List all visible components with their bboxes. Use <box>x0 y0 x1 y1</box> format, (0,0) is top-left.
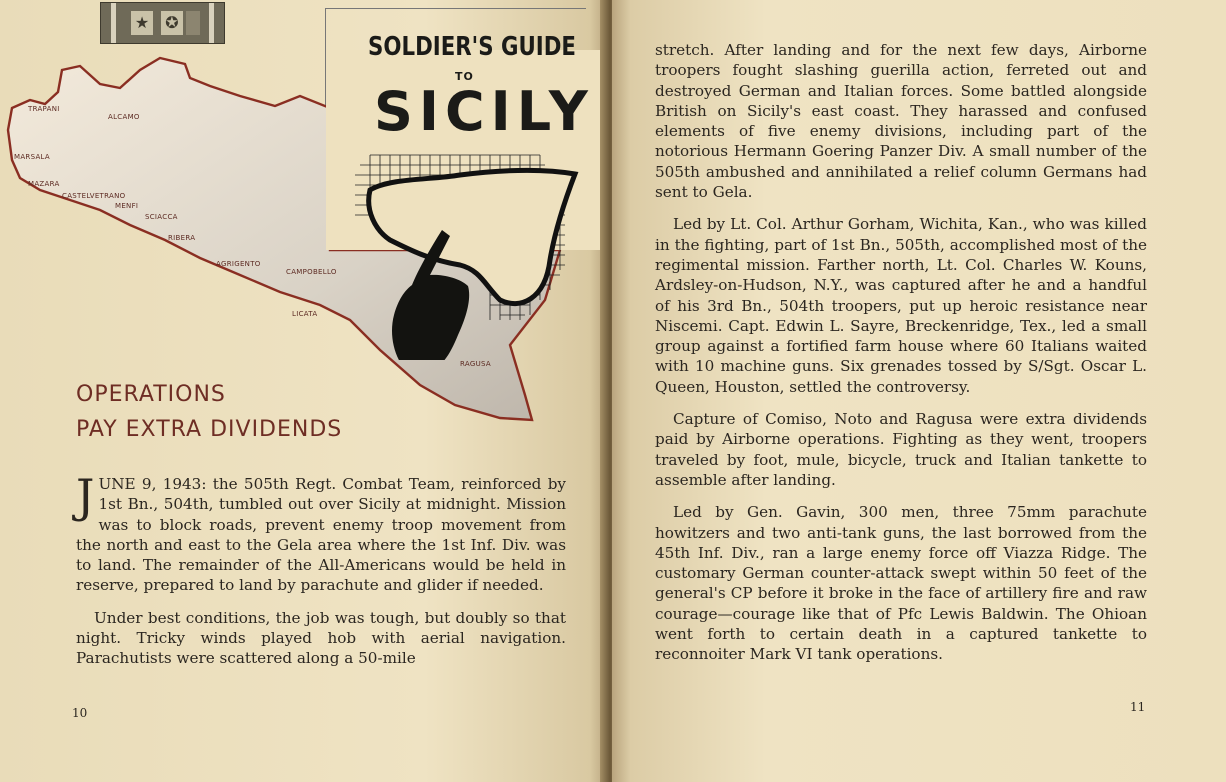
place-label: TRAPANI <box>28 105 60 113</box>
section-heading-line-2: PAY EXTRA DIVIDENDS <box>76 417 343 442</box>
insignia-ribbon-icon: ★ ✪ <box>100 2 225 44</box>
place-label: SCIACCA <box>145 213 178 221</box>
paragraph: Under best conditions, the job was tough, but doubly so that night. Tricky winds played hob with aerial navigation. Parachutists were scattered along a 50-mile <box>76 608 566 668</box>
paragraph-text: UNE 9, 1943: the 505th Regt. Combat Team, reinforced by 1st Bn., 504th, tumbled out over Sicily at midnight. Mission was to block roads, prevent enemy troop movement from the north and east to the Gela area where the 1st Inf. Div. was to land. The remainder of the All-Americans would be held in reserve, prepared to land by parachute and glider if needed. <box>76 475 566 595</box>
title-line-3: SICILY <box>374 80 594 143</box>
drop-cap: J <box>76 469 95 523</box>
right-page-body <box>655 40 1147 677</box>
paragraph: Led by Lt. Col. Arthur Gorham, Wichita, Kan., who was killed in the fighting, part of 1st Bn., 505th, accomplished most of the regimental mission. Farther north, Lt. Col. Charles W. Kouns, Ardsley-on-Hudson, N.Y., was captured after he and a handful of his 3rd Bn., 504th troopers, put up heroic resistance near Niscemi. Capt. Edwin L. Sayre, Breckenridge, Tex., led a small group against a fortified farm house where 60 Italians waited with 10 machine guns. Six grenades tossed by S/Sgt. Oscar L. Queen, Houston, settled the controversy. <box>655 215 1147 396</box>
place-label: RAGUSA <box>460 360 491 368</box>
paragraph: stretch. After landing and for the next few days, Airborne troopers fought slashing guerilla action, ferreted out and destroyed German and Italian forces. Some battled alongside British on Sicily's east coast. They harassed and confused elements of five enemy divisions, including part of the notorious Hermann Goering Panzer Div. A small number of the 505th ambushed and annihilated a relief column Germans had sent to Gela. <box>655 41 1147 202</box>
place-label: CAMPOBELLO <box>286 268 337 276</box>
paragraph: Capture of Comiso, Noto and Ragusa were extra dividends paid by Airborne operations. Fighting as they went, troopers traveled by foot, mule, bicycle, truck and Italian tankette to assemble after landing. <box>655 410 1147 489</box>
place-label: MARSALA <box>14 153 51 161</box>
left-page-body <box>76 469 566 681</box>
page-number-left: 10 <box>72 706 88 720</box>
right-page <box>612 0 1226 782</box>
place-label: ALCAMO <box>108 113 140 121</box>
place-label: MENFI <box>115 202 139 210</box>
place-label: CASTELVETRANO <box>62 192 126 200</box>
place-label: RIBERA <box>168 234 196 242</box>
title-line-1: SOLDIER'S GUIDE <box>368 32 576 62</box>
paragraph <box>76 469 566 596</box>
section-heading-line-1: OPERATIONS <box>76 382 226 407</box>
page-number-right: 11 <box>1130 700 1146 714</box>
left-page <box>0 0 608 782</box>
place-label: MAZARA <box>28 180 60 188</box>
place-label: AGRIGENTO <box>216 260 261 268</box>
paragraph: Led by Gen. Gavin, 300 men, three 75mm parachute howitzers and two anti-tank guns, the last borrowed from the 45th Inf. Div., ran a large enemy force off Viazza Ridge. The customary German counter-attack swept within 50 feet of the general's CP before it broke in the face of artillery fire and raw courage—courage like that of Pfc Lewis Baldwin. The Ohioan went forth to certain death in a captured tankette to reconnoiter Mark VI tank operations. <box>655 503 1147 664</box>
place-label: LICATA <box>292 310 318 318</box>
inset-grid-map <box>350 150 585 360</box>
title-line-2: TO <box>455 70 474 83</box>
inset-sicily-outline <box>369 170 575 303</box>
